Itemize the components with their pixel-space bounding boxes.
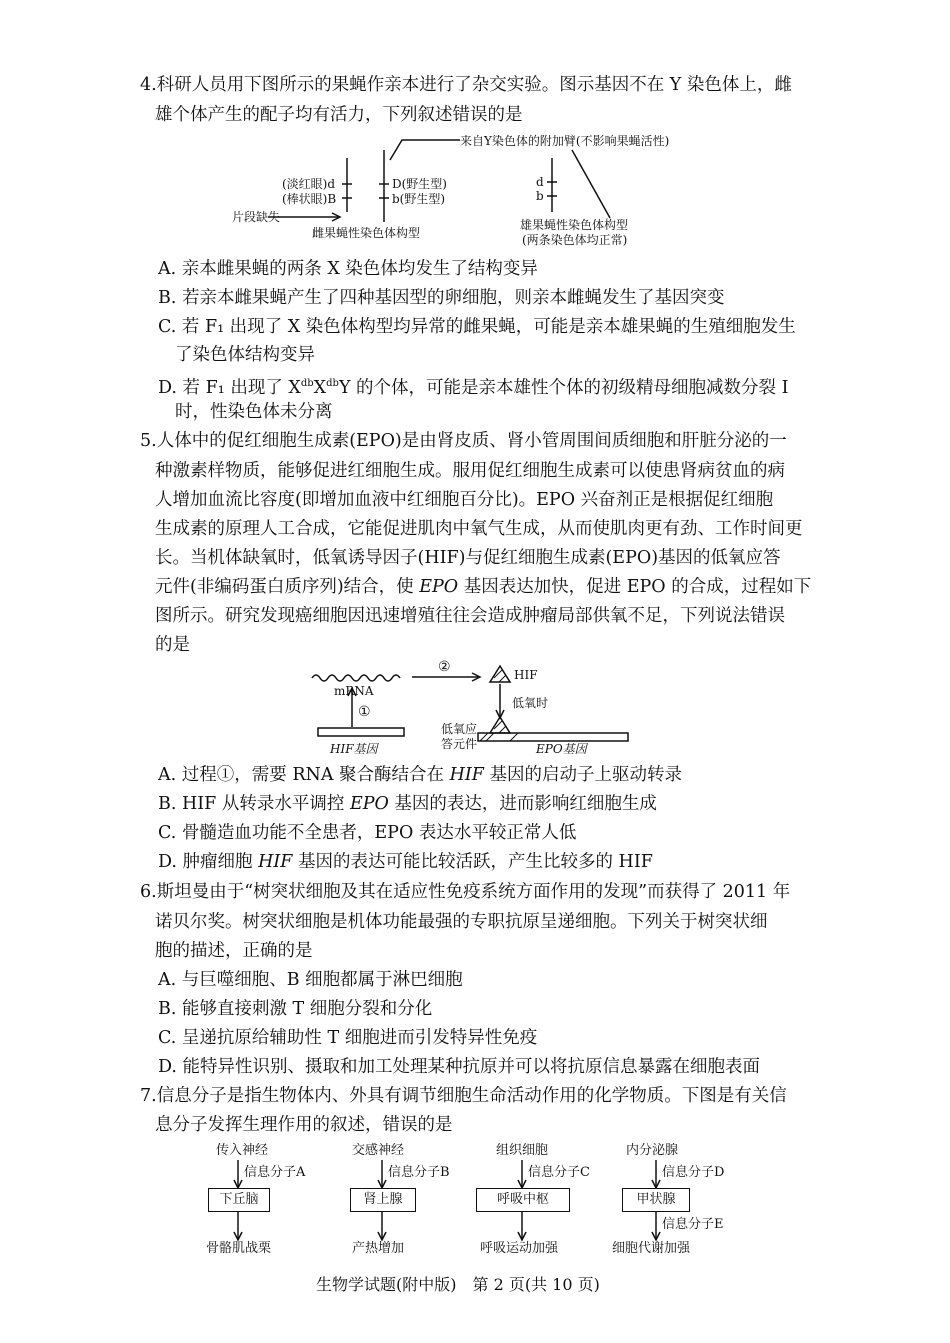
q4-stem-line2: 雄个体产生的配子均有活力，下列叙述错误的是 bbox=[155, 105, 523, 125]
step2-label: ② bbox=[438, 659, 451, 675]
q7-signal-2: 信息分子B bbox=[388, 1165, 450, 1180]
epo-gene-label: EPO基因 bbox=[536, 742, 587, 756]
q6-stem-line2: 诺贝尔奖。树突状细胞是机体功能最强的专职抗原呈递细胞。下列关于树突状细 bbox=[155, 912, 768, 932]
male-caption-2: (两条染色体均正常) bbox=[522, 233, 628, 247]
q5-stem-line5: 长。当机体缺氧时，低氧诱导因子(HIF)与促红细胞生成素(EPO)基因的低氧应答 bbox=[155, 548, 781, 568]
hif-protein-label: HIF bbox=[514, 668, 538, 682]
q7-signal2-4: 信息分子E bbox=[662, 1217, 724, 1232]
q6-stem-line3: 胞的描述，正确的是 bbox=[155, 941, 313, 961]
q5-stem-line1: 5.人体中的促红细胞生成素(EPO)是由肾皮质、肾小管周围间质细胞和肝脏分泌的一 bbox=[140, 431, 787, 451]
q6-option-b: B. 能够直接刺激 T 细胞分裂和分化 bbox=[158, 999, 433, 1019]
q5-stem-line4: 生成素的原理人工合成，它能促进肌肉中氧气生成，从而使肌肉更有劲、工作时间更 bbox=[155, 519, 803, 539]
q4-option-c-line2: 了染色体结构变异 bbox=[175, 345, 315, 365]
male-d-label: d bbox=[536, 175, 544, 189]
y-arm-label: 来自Y染色体的附加臂(不影响果蝇活性) bbox=[460, 134, 670, 148]
q7-signal-3: 信息分子C bbox=[528, 1165, 590, 1180]
q5-option-a: A. 过程①，需要 RNA 聚合酶结合在 HIF 基因的启动子上驱动转录 bbox=[158, 765, 682, 785]
allele-d-label: (淡红眼)d bbox=[282, 177, 336, 191]
q5-stem-line6: 元件(非编码蛋白质序列)结合，使 EPO 基因表达加快，促进 EPO 的合成，过程如下 bbox=[155, 577, 812, 597]
q7-signal-4: 信息分子D bbox=[662, 1165, 725, 1180]
q4-option-c-line1: C. 若 F₁ 出现了 X 染色体构型均异常的雌果蝇，可能是亲本雄果蝇的生殖细胞发生 bbox=[158, 317, 796, 337]
q7-effect-2: 产热增加 bbox=[352, 1241, 405, 1256]
q5-stem-line2: 种激素样物质，能够促进红细胞生成。服用促红细胞生成素可以使患肾病贫血的病 bbox=[155, 461, 785, 481]
q4-stem-line1: 4.科研人员用下图所示的果蝇作亲本进行了杂交实验。图示基因不在 Y 染色体上，雌 bbox=[140, 75, 792, 95]
q5-stem-line3: 人增加血流比容度(即增加血液中红细胞百分比)。EPO 兴奋剂正是根据促红细胞 bbox=[155, 490, 774, 510]
q5-stem-line8: 的是 bbox=[155, 635, 190, 655]
step1-label: ① bbox=[358, 704, 371, 720]
q7-source-4: 内分泌腺 bbox=[626, 1143, 679, 1158]
response-element-label-2: 答元件 bbox=[441, 737, 478, 751]
q4-option-b: B. 若亲本雌果蝇产生了四种基因型的卵细胞，则亲本雌蝇发生了基因突变 bbox=[158, 288, 725, 308]
q5-option-c: C. 骨髓造血功能不全患者，EPO 表达水平较正常人低 bbox=[158, 823, 577, 843]
q7-target-3: 呼吸中枢 bbox=[476, 1188, 570, 1212]
allele-b-label: b(野生型) bbox=[392, 192, 446, 206]
male-caption-1: 雄果蝇性染色体构型 bbox=[520, 218, 629, 232]
q7-stem-line2: 息分子发挥生理作用的叙述，错误的是 bbox=[155, 1115, 453, 1135]
q7-stem-line1: 7.信息分子是指生物体内、外具有调节细胞生命活动作用的化学物质。下图是有关信 bbox=[140, 1086, 787, 1106]
q4-option-d-line2: 时，性染色体未分离 bbox=[175, 402, 333, 422]
q7-target-2: 肾上腺 bbox=[350, 1188, 416, 1212]
q5-stem-line7: 图所示。研究发现癌细胞因迅速增殖往往会造成肿瘤局部供氧不足，下列说法错误 bbox=[155, 606, 785, 626]
q6-option-c: C. 呈递抗原给辅助性 T 细胞进而引发特异性免疫 bbox=[158, 1028, 538, 1048]
mrna-label: mRNA bbox=[334, 684, 374, 698]
q4-option-d-line1: D. 若 F₁ 出现了 $X^{db}X^{db}Y$ 的个体，可能是亲本雄性个体的初级精母细胞减数分裂 I bbox=[158, 377, 789, 398]
q5-option-d: D. 肿瘤细胞 HIF 基因的表达可能比较活跃，产生比较多的 HIF bbox=[158, 852, 653, 872]
low-oxygen-label: 低氧时 bbox=[512, 696, 549, 710]
q7-source-1: 传入神经 bbox=[216, 1143, 269, 1158]
response-element-label-1: 低氧应 bbox=[441, 722, 478, 736]
hif-gene-label: HIF基因 bbox=[330, 742, 378, 756]
q7-effect-4: 细胞代谢加强 bbox=[612, 1241, 691, 1256]
allele-B-label: (棒状眼)B bbox=[282, 192, 337, 206]
female-caption: 雌果蝇性染色体构型 bbox=[312, 226, 421, 240]
page-footer: 生物学试题(附中版) 第 2 页(共 10 页) bbox=[316, 1275, 600, 1294]
deletion-label: 片段缺失 bbox=[232, 210, 281, 224]
q7-signal-1: 信息分子A bbox=[244, 1165, 306, 1180]
q5-option-b: B. HIF 从转录水平调控 EPO 基因的表达，进而影响红细胞生成 bbox=[158, 794, 657, 814]
male-b-label: b bbox=[536, 189, 544, 203]
q6-option-d: D. 能特异性识别、摄取和加工处理某种抗原并可以将抗原信息暴露在细胞表面 bbox=[158, 1057, 761, 1077]
q4-option-a: A. 亲本雌果蝇的两条 X 染色体均发生了结构变异 bbox=[158, 259, 538, 279]
q7-effect-3: 呼吸运动加强 bbox=[480, 1241, 559, 1256]
q7-target-4: 甲状腺 bbox=[622, 1188, 690, 1212]
q6-option-a: A. 与巨噬细胞、B 细胞都属于淋巴细胞 bbox=[158, 970, 463, 990]
q7-source-2: 交感神经 bbox=[352, 1143, 405, 1158]
q7-source-3: 组织细胞 bbox=[496, 1143, 549, 1158]
allele-D-label: D(野生型) bbox=[392, 177, 447, 191]
q6-stem-line1: 6.斯坦曼由于“树突状细胞及其在适应性免疫系统方面作用的发现”而获得了 2011 年 bbox=[140, 882, 791, 902]
q7-effect-1: 骨骼肌战栗 bbox=[206, 1241, 272, 1256]
q7-target-1: 下丘脑 bbox=[208, 1188, 270, 1212]
